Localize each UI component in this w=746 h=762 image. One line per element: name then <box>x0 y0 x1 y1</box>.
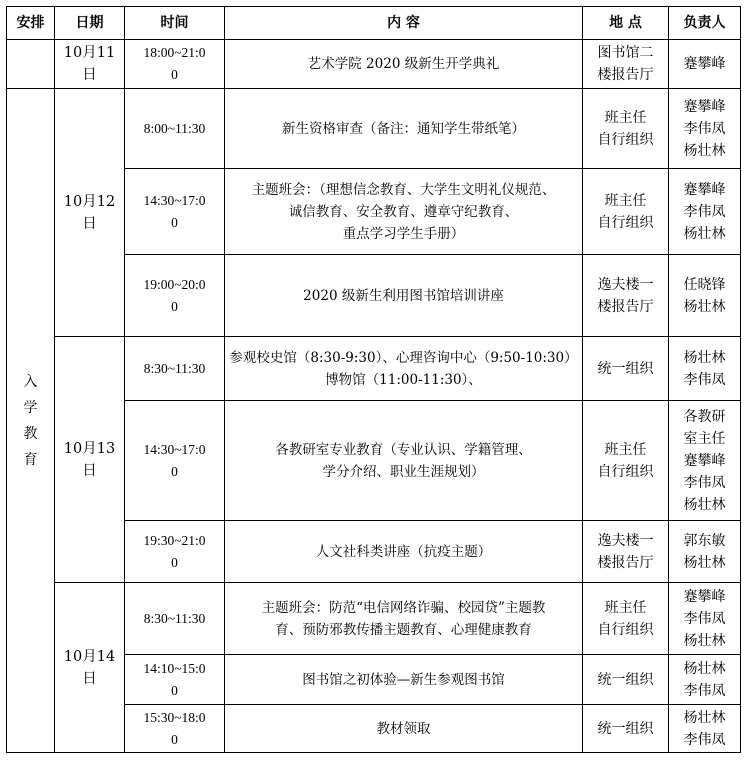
leader-cell <box>669 583 741 655</box>
location-text: 统一组织 <box>597 360 654 377</box>
header-leader: 负责人 <box>669 7 741 40</box>
date-cell <box>55 40 125 89</box>
location-cell <box>583 583 669 655</box>
header-content: 内 容 <box>225 7 583 40</box>
leader-text: 蹇攀峰 <box>683 56 726 72</box>
leader-text: 杨壮林 李伟凤 <box>683 660 726 699</box>
table-row <box>7 89 741 169</box>
time-cell <box>125 705 225 753</box>
location-cell <box>583 705 669 753</box>
leader-cell <box>669 89 741 169</box>
time-text: 18:00~21:0 0 <box>143 45 206 82</box>
leader-text: 蹇攀峰 李伟凤 杨壮林 <box>683 588 726 649</box>
location-cell <box>583 255 669 337</box>
leader-text: 郭东敏 杨壮林 <box>683 532 726 571</box>
time-cell <box>125 337 225 401</box>
schedule-table <box>6 6 741 753</box>
content-text: 人文社科类讲座（抗疫主题） <box>315 543 492 560</box>
location-text: 班主任 自行组织 <box>597 192 654 231</box>
leader-text: 蹇攀峰 李伟凤 杨壮林 <box>683 98 726 159</box>
time-text: 14:10~15:0 0 <box>143 660 206 698</box>
time-cell <box>125 89 225 169</box>
header-location: 地 点 <box>583 7 669 40</box>
date-text: 10月11 日 <box>63 45 116 83</box>
location-text: 统一组织 <box>597 720 654 737</box>
header-time: 时间 <box>125 7 225 40</box>
content-text: 主题班会：（理想信念教育、大学生文明礼仪规范、 诚信教育、安全教育、遵章守纪教育、 重点学习学生手册） <box>251 181 556 242</box>
leader-cell <box>669 521 741 583</box>
header-row <box>7 7 741 40</box>
time-cell <box>125 655 225 705</box>
location-text: 逸夫楼一 楼报告厅 <box>597 276 654 315</box>
date-cell <box>55 583 125 753</box>
leader-cell <box>669 655 741 705</box>
time-text: 19:30~21:0 0 <box>143 532 206 570</box>
location-cell <box>583 655 669 705</box>
content-text: 艺术学院 2020 级新生开学典礼 <box>307 56 500 72</box>
location-text: 逸夫楼一 楼报告厅 <box>597 532 654 571</box>
content-cell <box>225 255 583 337</box>
time-text: 8:30~11:30 <box>143 610 206 626</box>
section-label <box>7 89 55 753</box>
arrange-cell-empty <box>7 40 55 89</box>
date-text: 10月12 日 <box>63 193 116 232</box>
time-text: 8:00~11:30 <box>143 120 206 136</box>
leader-text: 杨壮林 李伟凤 <box>683 349 726 388</box>
content-cell <box>225 169 583 255</box>
content-cell <box>225 521 583 583</box>
location-text: 班主任 自行组织 <box>597 599 654 638</box>
content-cell <box>225 705 583 753</box>
table-row <box>7 337 741 401</box>
section-char: 入 <box>23 373 38 390</box>
content-cell <box>225 655 583 705</box>
leader-text: 各教研 室主任 蹇攀峰 李伟凤 杨壮林 <box>683 408 726 513</box>
location-cell <box>583 169 669 255</box>
table-row <box>7 583 741 655</box>
location-text: 班主任 自行组织 <box>597 109 654 148</box>
header-arrange: 安排 <box>7 7 55 40</box>
content-text: 图书馆之初体验—新生参观图书馆 <box>302 671 505 688</box>
time-cell <box>125 40 225 89</box>
content-cell <box>225 337 583 401</box>
section-char: 育 <box>23 451 38 468</box>
content-text: 2020 级新生利用图书馆培训讲座 <box>303 287 504 304</box>
section-char: 教 <box>23 425 38 442</box>
time-text: 19:00~20:0 0 <box>143 276 206 314</box>
location-text: 图书馆二 楼报告厅 <box>597 45 654 83</box>
content-cell <box>225 40 583 89</box>
content-cell <box>225 401 583 521</box>
leader-cell <box>669 169 741 255</box>
content-text: 主题班会：防范“电信网络诈骗、校园贷”主题教 育、预防邪教传播主题教育、心理健康教育 <box>261 599 546 638</box>
content-text: 各教研室专业教育（专业认识、学籍管理、 学分介绍、职业生涯规划） <box>275 441 532 480</box>
time-text: 14:30~17:0 0 <box>143 441 206 479</box>
date-text: 10月14 日 <box>63 648 116 687</box>
header-date: 日期 <box>55 7 125 40</box>
time-cell <box>125 169 225 255</box>
content-text: 参观校史馆（8:30-9:30）、心理咨询中心（9:50-10:30） 博物馆（11:00-11:30）、 <box>229 349 578 388</box>
leader-text: 蹇攀峰 李伟凤 杨壮林 <box>683 181 726 242</box>
content-text: 新生资格审查（备注：通知学生带纸笔） <box>282 120 525 137</box>
content-text: 教材领取 <box>376 720 431 737</box>
time-text: 14:30~17:0 0 <box>143 192 206 230</box>
time-cell <box>125 401 225 521</box>
leader-cell <box>669 255 741 337</box>
leader-text: 任晓锋 杨壮林 <box>683 276 726 315</box>
section-char: 学 <box>23 399 38 416</box>
content-cell <box>225 583 583 655</box>
leader-cell <box>669 705 741 753</box>
location-cell <box>583 401 669 521</box>
date-cell <box>55 89 125 337</box>
location-cell <box>583 89 669 169</box>
leader-cell <box>669 40 741 89</box>
time-cell <box>125 583 225 655</box>
time-cell <box>125 255 225 337</box>
location-text: 统一组织 <box>597 671 654 688</box>
time-cell <box>125 521 225 583</box>
location-text: 班主任 自行组织 <box>597 441 654 480</box>
time-text: 15:30~18:0 0 <box>143 709 206 747</box>
location-cell <box>583 337 669 401</box>
leader-text: 杨壮林 李伟凤 <box>683 709 726 748</box>
location-cell <box>583 40 669 89</box>
location-cell <box>583 521 669 583</box>
leader-cell <box>669 337 741 401</box>
content-cell <box>225 89 583 169</box>
date-cell <box>55 337 125 583</box>
date-text: 10月13 日 <box>63 440 116 479</box>
table-row <box>7 40 741 89</box>
time-text: 8:30~11:30 <box>143 360 206 376</box>
leader-cell <box>669 401 741 521</box>
